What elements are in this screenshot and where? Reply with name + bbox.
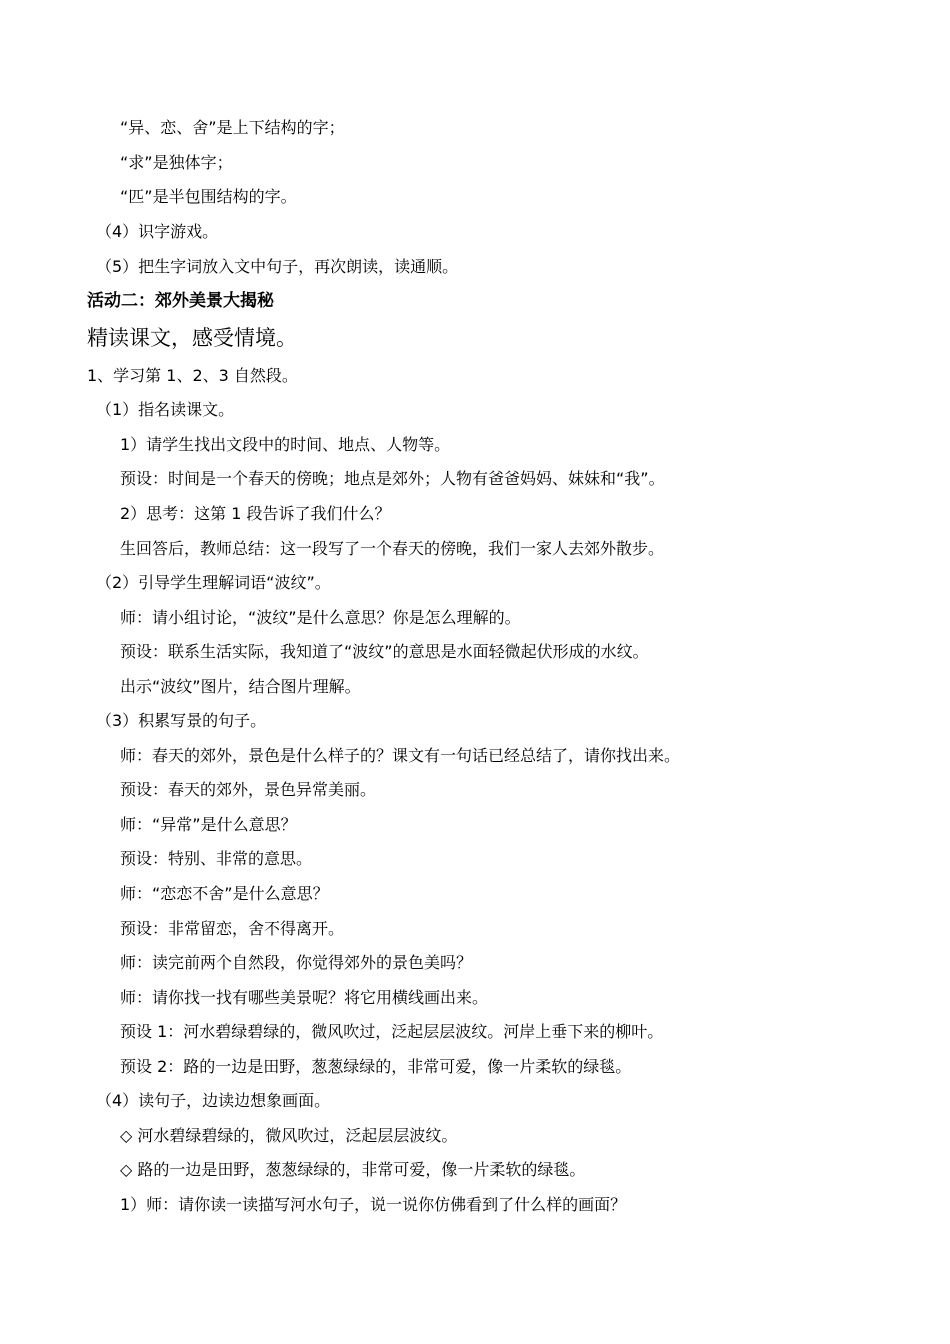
sub-item-4: （4）读句子，边读边想象画面。 [96, 1091, 331, 1110]
preset-5: 预设：非常留恋，舍不得离开。 [120, 919, 345, 938]
study-item-1: 1、学习第 1、2、3 自然段。 [87, 366, 298, 385]
preset-4: 预设：特别、非常的意思。 [120, 849, 313, 868]
section-heading: 精读课文，感受情境。 [87, 326, 297, 350]
teacher-question: 1）师：请你读一读描写河水句子，说一说你仿佛看到了什么样的画面？ [120, 1195, 627, 1214]
preset-7: 预设 2：路的一边是田野，葱葱绿绿的，非常可爱，像一片柔软的绿毯。 [120, 1057, 632, 1076]
teacher-line-2: 师：春天的郊外，景色是什么样子的？课文有一句话已经总结了，请你找出来。 [120, 746, 681, 765]
sub-item-1: （1）指名读课文。 [96, 400, 235, 419]
preset-6: 预设 1：河水碧绿碧绿的，微风吹过，泛起层层波纹。河岸上垂下来的柳叶。 [120, 1022, 664, 1041]
teacher-line-1: 师：请小组讨论，“波纹”是什么意思？你是怎么理解的。 [120, 608, 521, 627]
quote-sentence-1: ◇ 河水碧绿碧绿的，微风吹过，泛起层层波纹。 [120, 1126, 458, 1145]
teacher-line-4: 师：“恋恋不舍”是什么意思？ [120, 884, 329, 903]
task-1: 1）请学生找出文段中的时间、地点、人物等。 [120, 435, 451, 454]
preset-2: 预设：联系生活实际，我知道了“波纹”的意思是水面轻微起伏形成的水纹。 [120, 642, 649, 661]
task-2: 2）思考：这第 1 段告诉了我们什么？ [120, 504, 391, 523]
sub-item-3: （3）积累写景的句子。 [96, 711, 267, 730]
show-picture: 出示“波纹”图片，结合图片理解。 [120, 677, 361, 696]
structure-note-top-bottom: “异、恋、舍”是上下结构的字； [120, 118, 345, 137]
step-5-read: （5）把生字词放入文中句子，再次朗读，读通顺。 [96, 257, 459, 276]
teacher-line-6: 师：请你找一找有哪些美景呢？将它用横线画出来。 [120, 988, 489, 1007]
step-4-game: （4）识字游戏。 [96, 222, 219, 241]
sub-item-2: （2）引导学生理解词语“波纹”。 [96, 573, 331, 592]
structure-note-single: “求”是独体字； [120, 153, 233, 172]
activity-heading: 活动二：郊外美景大揭秘 [87, 291, 274, 311]
teacher-line-3: 师：“异常”是什么意思？ [120, 815, 297, 834]
preset-1: 预设：时间是一个春天的傍晚；地点是郊外；人物有爸爸妈妈、妹妹和“我”。 [120, 469, 665, 488]
preset-3: 预设：春天的郊外，景色异常美丽。 [120, 780, 377, 799]
quote-sentence-2: ◇ 路的一边是田野，葱葱绿绿的，非常可爱，像一片柔软的绿毯。 [120, 1160, 586, 1179]
structure-note-half-enclosed: “匹”是半包围结构的字。 [120, 187, 297, 206]
teacher-line-5: 师：读完前两个自然段，你觉得郊外的景色美吗？ [120, 953, 473, 972]
summary: 生回答后，教师总结：这一段写了一个春天的傍晚，我们一家人去郊外散步。 [120, 539, 665, 558]
